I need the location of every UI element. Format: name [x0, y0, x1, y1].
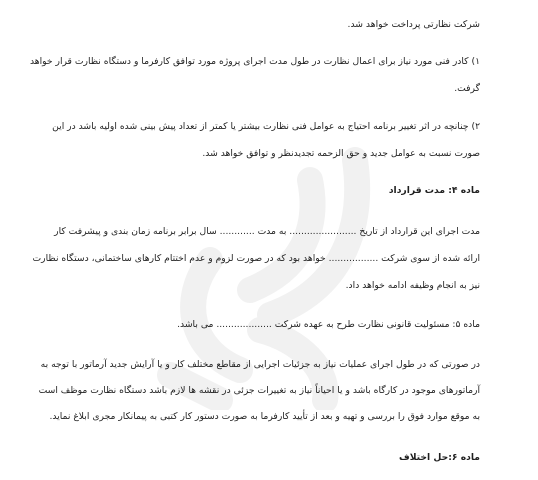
text-line: شرکت نظارتی پرداخت خواهد شد.: [347, 19, 480, 30]
article-4-heading: ماده ۴: مدت قرارداد: [388, 185, 480, 196]
clause-2-line-2: صورت نسبت به عوامل جدید و حق الزحمه تجدیدنظر و توافق خواهد شد.: [202, 148, 480, 159]
article-4-line-2: ارائه شده از سوی شرکت ................. خواهد بود که در صورت لزوم و عدم اختتام کارهای ساختمانی، دستگاه نظارت: [32, 253, 480, 264]
paragraph-line-3: به موقع موارد فوق را بررسی و تهیه و بعد از تأیید کارفرما به صورت دستور کار کتبی به پیمانکار مجری ابلاغ نماید.: [49, 411, 480, 422]
article-4-line-1: مدت اجرای این قرارداد از تاریخ ....................... به مدت ............ سال برابر برنامه زمان بندی و پیشرفت کار: [54, 226, 480, 237]
clause-1-line-2: گرفت.: [454, 83, 480, 94]
article-6-heading: ماده ۶:حل اختلاف: [399, 452, 480, 463]
paragraph-line-1: در صورتی که در طول اجرای عملیات نیاز به جزئیات اجرایی از مقاطع مختلف کار و یا آرایش جدید آرماتور با توجه به: [40, 359, 480, 370]
article-4-line-3: نیز به انجام وظیفه ادامه خواهد داد.: [345, 280, 480, 291]
article-5-line: ماده ۵: مسئولیت قانونی نظارت طرح به عهده شرکت ................... می باشد.: [177, 319, 480, 330]
clause-2-line-1: ۲) چنانچه در اثر تغییر برنامه احتیاج به عوامل فنی نظارت بیشتر یا کمتر از تعداد پیش بینی شده اولیه باشد در این: [52, 121, 480, 132]
clause-1-line-1: ۱) کادر فنی مورد نیاز برای اعمال نظارت در طول مدت اجرای پروژه مورد توافق کارفرما و دستگاه نظارت قرار خواهد: [29, 56, 480, 67]
paragraph-line-2: آرماتورهای موجود در کارگاه باشد و یا احیاناً نیاز به تغییرات جزئی در نقشه ها لازم باشد دستگاه نظارت موظف است: [38, 385, 480, 396]
